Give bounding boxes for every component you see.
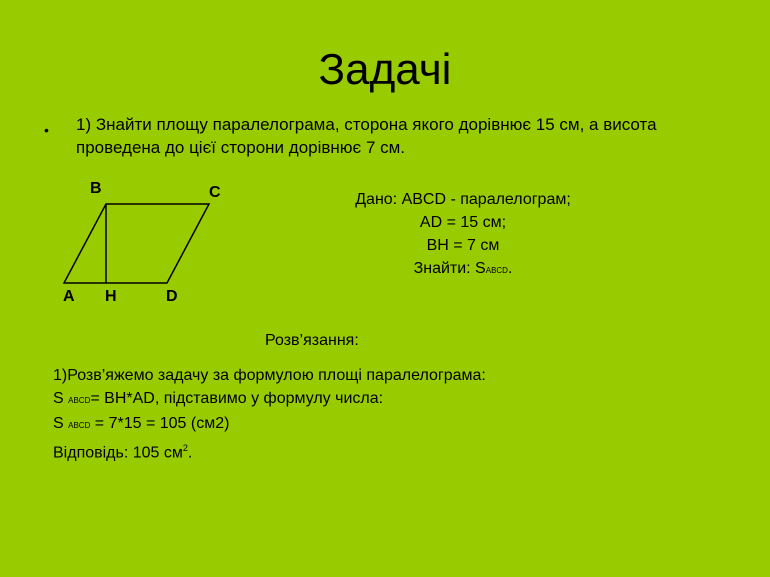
formula-prefix: S	[53, 390, 69, 407]
vertex-label-a: A	[63, 288, 75, 305]
parallelogram-abcd	[64, 204, 209, 283]
solution-block	[53, 364, 653, 464]
calc-suffix: = 7*15 = 105 (см2)	[90, 415, 230, 432]
vertex-label-h: H	[105, 288, 117, 305]
vertex-label-d: D	[166, 288, 178, 305]
task-statement: 1) Знайти площу паралелограма, сторона якого дорівнює 15 см, а висота проведена до цієї сторони дорівнює 7 см.	[76, 115, 657, 157]
find-suffix: .	[507, 260, 513, 277]
vertex-label-b: B	[90, 180, 102, 197]
calc-subscript: ABCD	[68, 421, 91, 430]
given-find-line	[318, 257, 608, 282]
bullet-marker: •	[44, 122, 49, 138]
answer-superscript: 2	[182, 443, 188, 453]
formula-suffix: = BH*AD, підставимо у формулу числа:	[90, 390, 384, 407]
solution-line-1: 1)Розв’яжемо задачу за формулою площі паралелограма:	[53, 367, 486, 384]
given-line-3: BH = 7 см	[426, 237, 500, 254]
solution-line-3	[53, 412, 653, 437]
answer-prefix: Відповідь: 105 см	[53, 444, 183, 462]
vertex-label-c: C	[209, 184, 221, 201]
answer-line	[53, 437, 653, 464]
formula-subscript: ABCD	[68, 396, 91, 405]
given-line-1: Дано: ABCD - паралелограм;	[355, 191, 571, 208]
slide-title: Задачі	[318, 45, 452, 94]
calc-prefix: S	[53, 415, 69, 432]
given-line-2: AD = 15 см;	[419, 214, 507, 231]
find-prefix: Знайти: S	[413, 260, 486, 277]
answer-suffix: .	[187, 444, 193, 462]
solution-heading: Розв’язання:	[265, 332, 359, 349]
solution-line-2	[53, 387, 653, 412]
find-subscript: ABCD	[485, 266, 508, 275]
given-block	[318, 188, 608, 282]
